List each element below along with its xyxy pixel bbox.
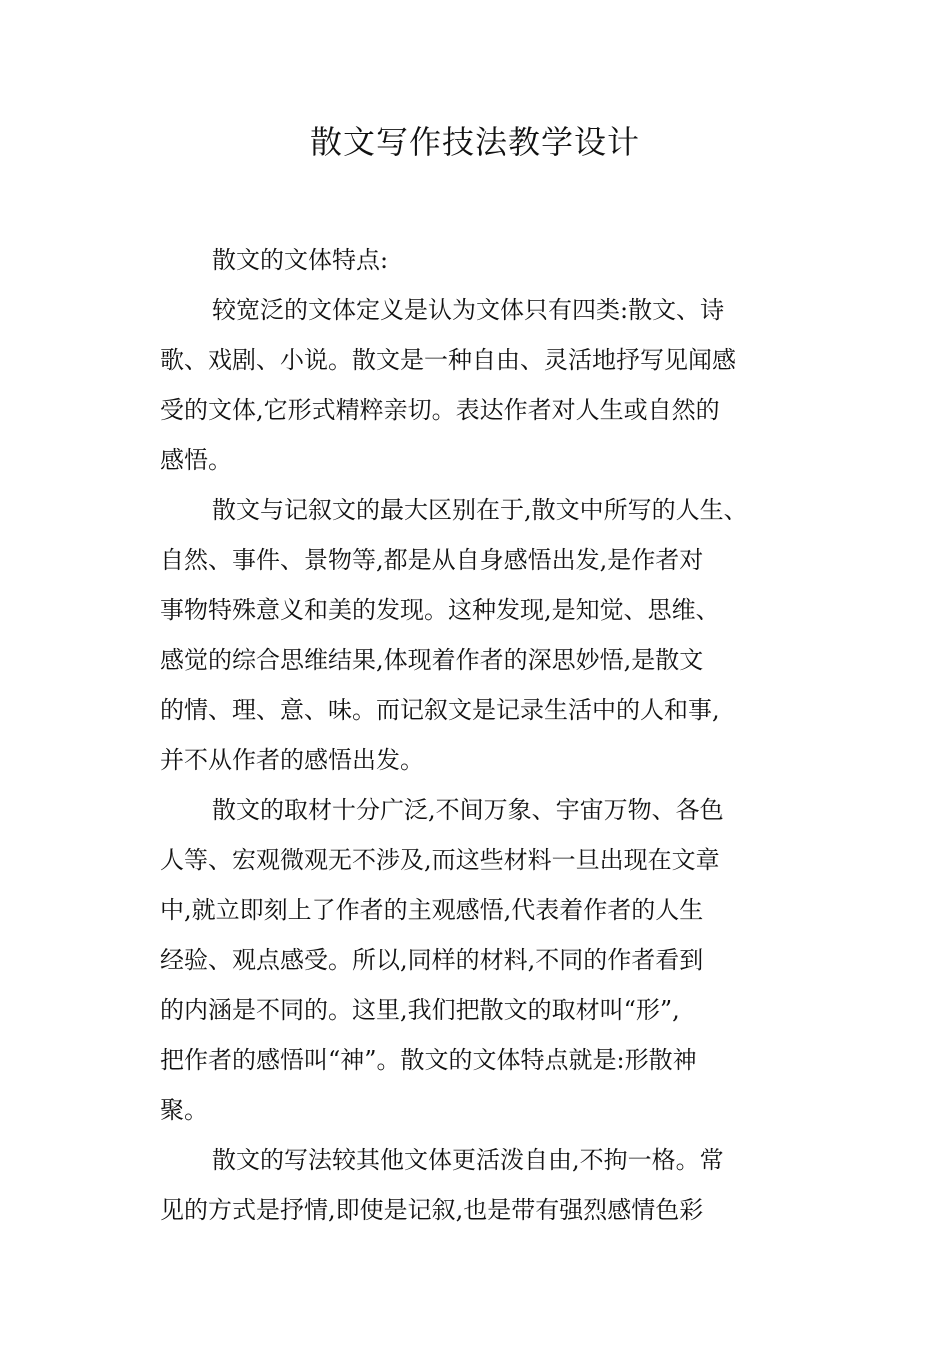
paragraph-line: 中,就立即刻上了作者的主观感悟,代表着作者的人生 — [160, 896, 704, 924]
paragraph-line: 感悟。 — [160, 446, 232, 474]
paragraph-line: 散文的写法较其他文体更活泼自由,不拘一格。常 — [212, 1146, 724, 1174]
paragraph-line: 经验、观点感受。所以,同样的材料,不同的作者看到 — [160, 946, 704, 974]
paragraph-line: 散文的取材十分广泛,不间万象、宇宙万物、各色 — [212, 796, 724, 824]
paragraph-line: 自然、事件、景物等,都是从自身感悟出发,是作者对 — [160, 546, 704, 574]
paragraph-line: 的内涵是不同的。这里,我们把散文的取材叫“形”, — [160, 996, 680, 1024]
document-title: 散文写作技法教学设计 — [309, 123, 640, 161]
paragraph-line: 事物特殊意义和美的发现。这种发现,是知觉、思维、 — [160, 596, 720, 624]
paragraph-line: 并不从作者的感悟出发。 — [160, 746, 424, 774]
paragraph-line: 见的方式是抒情,即使是记叙,也是带有强烈感情色彩 — [160, 1196, 704, 1224]
paragraph-line: 的情、理、意、味。而记叙文是记录生活中的人和事, — [160, 696, 720, 724]
paragraph-line: 受的文体,它形式精粹亲切。表达作者对人生或自然的 — [160, 396, 720, 424]
paragraph-line: 聚。 — [160, 1096, 208, 1124]
paragraph-line: 把作者的感悟叫“神”。散文的文体特点就是:形散神 — [160, 1046, 697, 1074]
paragraph-line: 感觉的综合思维结果,体现着作者的深思妙悟,是散文 — [160, 646, 704, 674]
section-heading: 散文的文体特点: — [212, 246, 389, 274]
paragraph-line: 散文与记叙文的最大区别在于,散文中所写的人生、 — [212, 496, 748, 524]
paragraph-line: 人等、宏观微观无不涉及,而这些材料一旦出现在文章 — [160, 846, 720, 874]
paragraph-line: 较宽泛的文体定义是认为文体只有四类:散文、诗 — [212, 296, 725, 324]
paragraph-line: 歌、戏剧、小说。散文是一种自由、灵活地抒写见闻感 — [160, 346, 736, 374]
